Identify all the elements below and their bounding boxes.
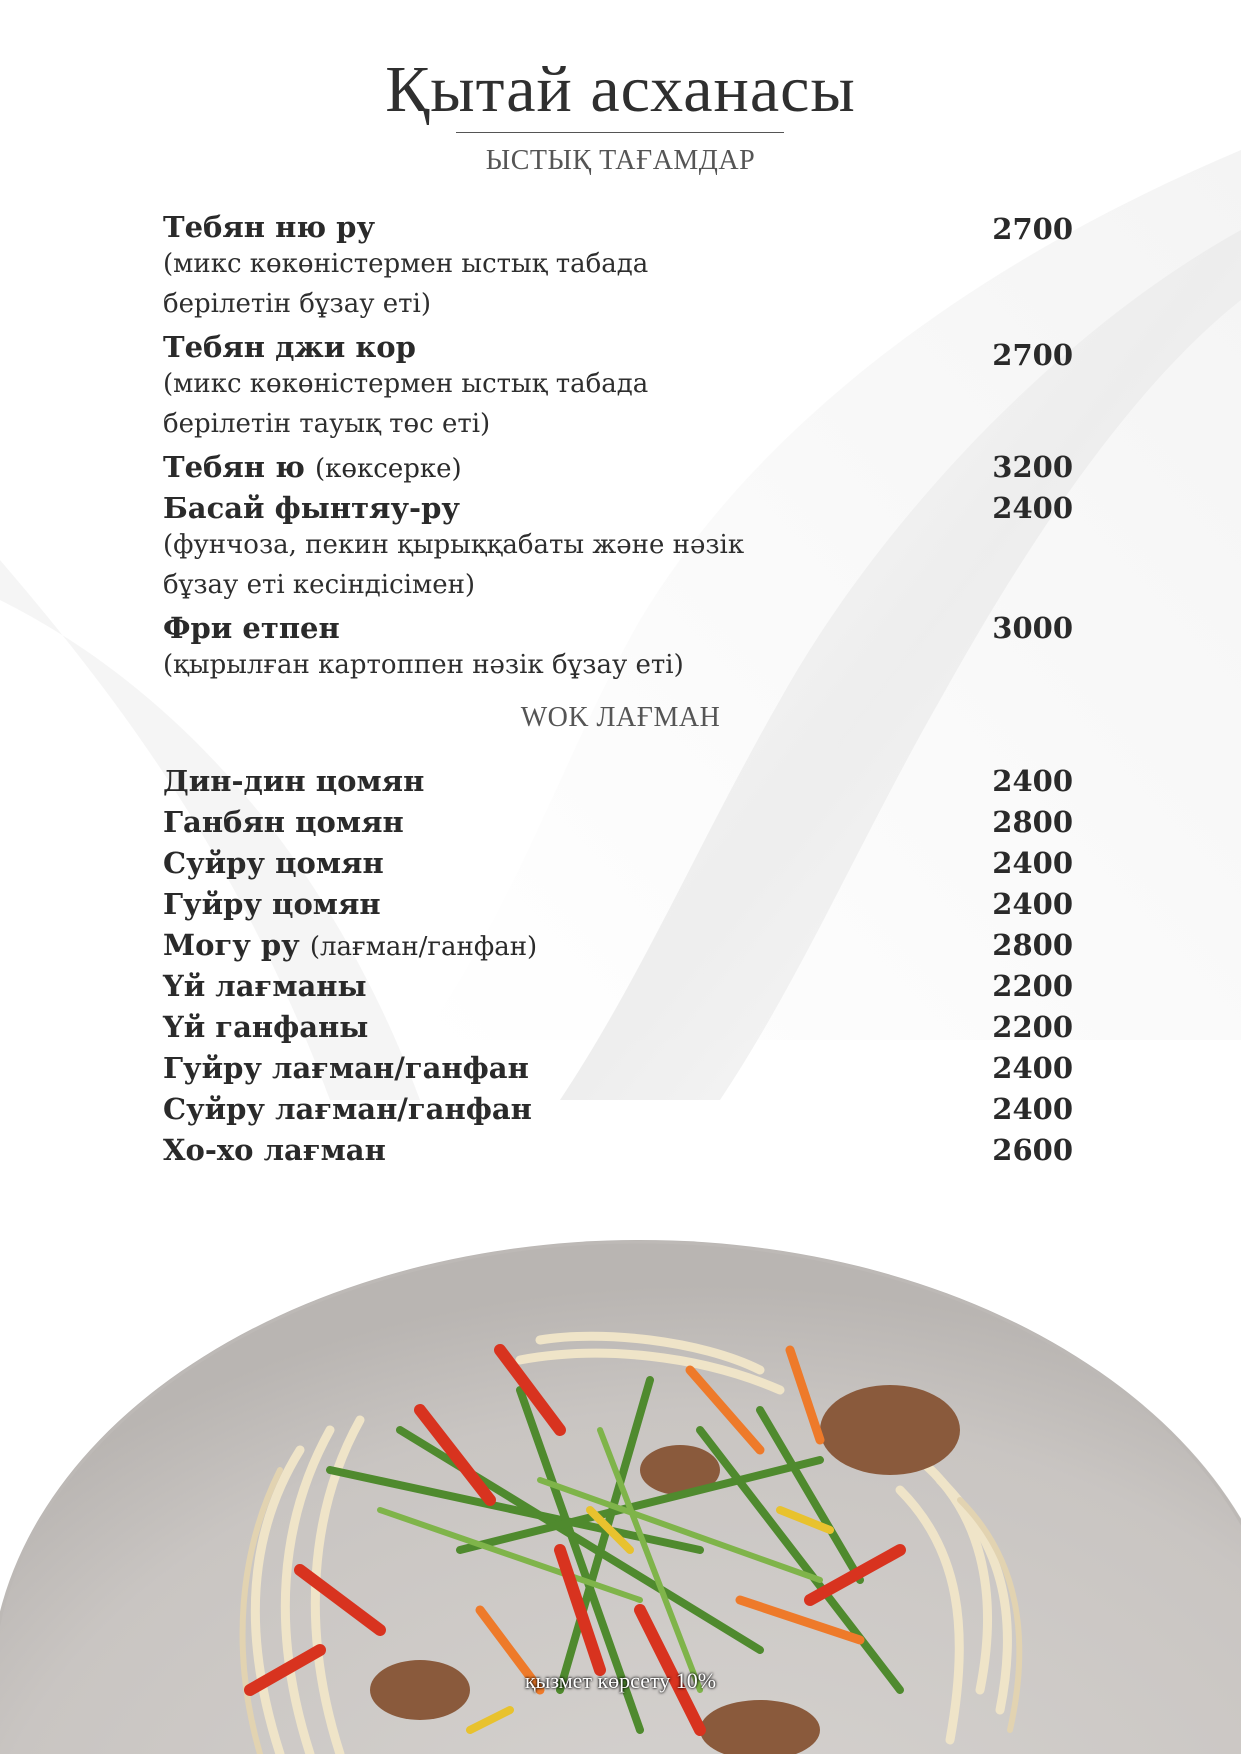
menu-item-name: Үй лағманы	[163, 969, 367, 1003]
menu-item-description: (микс көкөністермен ыстық табада	[163, 369, 649, 399]
menu-item-price: 2400	[992, 491, 1073, 525]
menu-item-name: Фри етпен	[163, 611, 340, 645]
menu-item	[163, 846, 1073, 880]
menu-item	[163, 210, 1073, 324]
menu-item	[163, 805, 1073, 839]
menu-item	[163, 764, 1073, 798]
menu-item-name: Ганбян цомян	[163, 805, 404, 839]
menu-item-name: Дин-дин цомян	[163, 764, 425, 798]
menu-item	[163, 330, 1073, 444]
menu-item-price: 2400	[992, 1092, 1073, 1126]
service-charge-note: қызмет көрсету 10%	[524, 1668, 717, 1693]
menu-item	[163, 1092, 1073, 1126]
menu-item-description: бұзау еті кесіндісімен)	[163, 570, 476, 600]
menu-item-description: (фунчоза, пекин қырыққабаты және нәзік	[163, 530, 745, 560]
menu-item	[163, 450, 1073, 484]
title-underline	[456, 132, 784, 133]
menu-item-description: (қырылған картоппен нәзік бұзау еті)	[163, 650, 684, 680]
menu-item-price: 2200	[992, 969, 1073, 1003]
section-heading-wok-lagman: WOK ЛАҒМАН	[520, 702, 721, 733]
menu-item-price: 2400	[992, 846, 1073, 880]
menu-item	[163, 887, 1073, 921]
menu-item	[163, 611, 1073, 685]
menu-item-name: Хо-хо лағман	[163, 1133, 386, 1167]
menu-item	[163, 969, 1073, 1003]
menu-item-name: Тебян джи кор	[163, 330, 416, 364]
menu-item	[163, 491, 1073, 605]
menu-item-description: (лағман/ганфан)	[309, 932, 538, 962]
menu-item-name: Тебян ню ру	[163, 210, 376, 244]
menu-item-price: 2200	[992, 1010, 1073, 1044]
menu-item	[163, 928, 1073, 962]
menu-item-name: Гуйру лағман/ганфан	[163, 1051, 529, 1085]
menu-item-price: 2800	[992, 805, 1073, 839]
menu-item-price: 3000	[992, 611, 1073, 645]
menu-item-description: берілетін тауық төс еті)	[163, 409, 491, 439]
menu-item-name: Суйру лағман/ганфан	[163, 1092, 532, 1126]
menu-item-name: Тебян ю	[163, 450, 305, 484]
menu-item-name: Үй ганфаны	[163, 1010, 369, 1044]
menu-item-price: 2400	[992, 887, 1073, 921]
menu-item-name: Гуйру цомян	[163, 887, 381, 921]
menu-item-price: 2700	[992, 212, 1073, 246]
menu-item-name: Басай фынтяу-ру	[163, 491, 460, 525]
menu-item-price: 2600	[992, 1133, 1073, 1167]
menu-item	[163, 1010, 1073, 1044]
section-heading-hot-dishes: ЫСТЫҚ ТАҒАМДАР	[485, 145, 756, 176]
menu-item-description: (микс көкөністермен ыстық табада	[163, 249, 649, 279]
menu-item-name: Суйру цомян	[163, 846, 384, 880]
menu-item-price: 3200	[992, 450, 1073, 484]
menu-item	[163, 1051, 1073, 1085]
menu-item-description: (көксерке)	[314, 454, 462, 484]
dish-photo	[0, 1130, 1241, 1754]
menu-item-name: Могу ру	[163, 928, 300, 962]
page-title: Қытай асханасы	[385, 53, 856, 126]
menu-item-price: 2800	[992, 928, 1073, 962]
menu-item-description: берілетін бұзау еті)	[163, 289, 432, 319]
menu-item-price: 2400	[992, 764, 1073, 798]
menu-item-price: 2400	[992, 1051, 1073, 1085]
menu-item-price: 2700	[992, 338, 1073, 372]
